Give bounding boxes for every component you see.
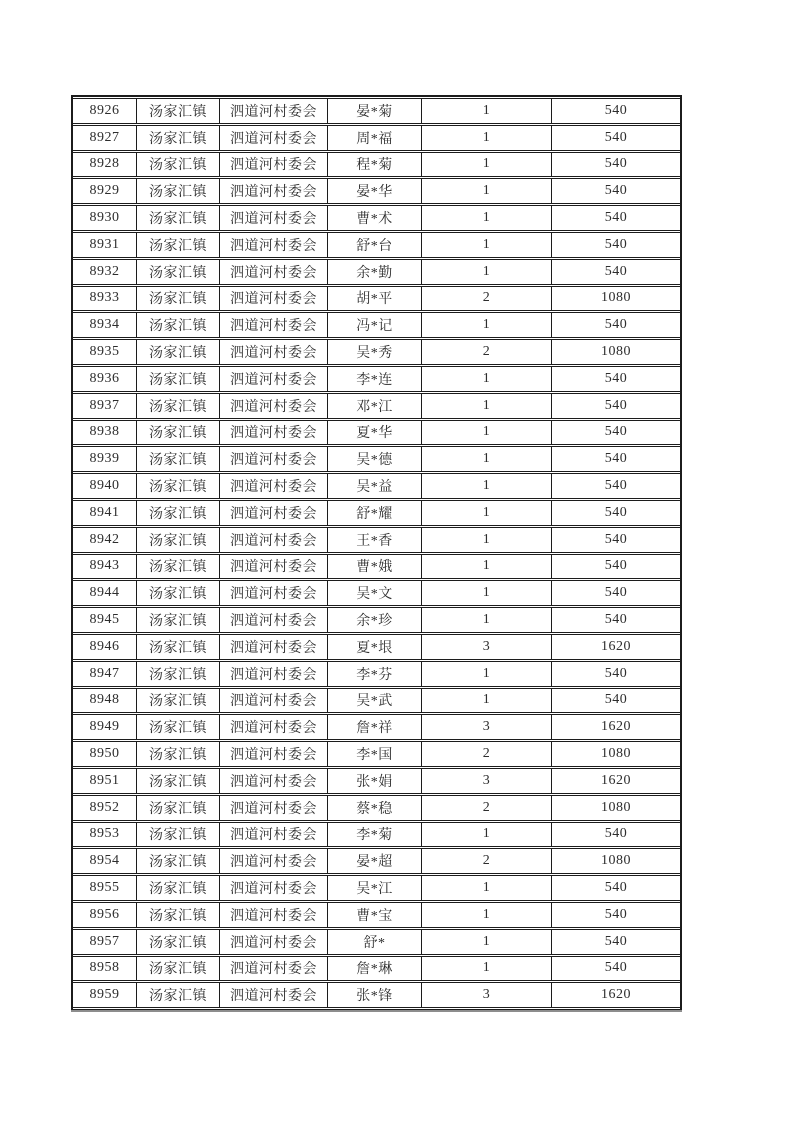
cell-count: 3: [422, 634, 552, 660]
cell-count: 1: [422, 366, 552, 392]
cell-serial-number: 8959: [73, 982, 137, 1008]
cell-serial-number: 8932: [73, 259, 137, 285]
cell-amount: 540: [552, 446, 680, 472]
cell-count: 1: [422, 527, 552, 553]
clipped-next-row-border: [71, 1010, 682, 1012]
table-row: [73, 688, 680, 714]
table-row: [73, 661, 680, 687]
cell-person-name: 邓*江: [328, 393, 422, 419]
table-row: [73, 125, 680, 151]
table-row: [73, 339, 680, 365]
table-row: [73, 286, 680, 312]
cell-village-committee: 泗道河村委会: [220, 554, 328, 580]
cell-count: 3: [422, 768, 552, 794]
table-row: [73, 446, 680, 472]
cell-count: 1: [422, 822, 552, 848]
table-row: [73, 393, 680, 419]
cell-count: 3: [422, 714, 552, 740]
cell-serial-number: 8949: [73, 714, 137, 740]
cell-count: 1: [422, 875, 552, 901]
table-row: [73, 741, 680, 767]
cell-serial-number: 8950: [73, 741, 137, 767]
subsidy-roster-table: [71, 95, 682, 1011]
cell-amount: 1080: [552, 286, 680, 312]
cell-village-committee: 泗道河村委会: [220, 98, 328, 124]
cell-town: 汤家汇镇: [137, 795, 220, 821]
cell-serial-number: 8936: [73, 366, 137, 392]
cell-village-committee: 泗道河村委会: [220, 822, 328, 848]
cell-town: 汤家汇镇: [137, 634, 220, 660]
cell-amount: 540: [552, 929, 680, 955]
cell-amount: 1620: [552, 768, 680, 794]
cell-town: 汤家汇镇: [137, 661, 220, 687]
cell-town: 汤家汇镇: [137, 527, 220, 553]
cell-village-committee: 泗道河村委会: [220, 875, 328, 901]
cell-count: 1: [422, 554, 552, 580]
cell-village-committee: 泗道河村委会: [220, 768, 328, 794]
cell-village-committee: 泗道河村委会: [220, 473, 328, 499]
cell-town: 汤家汇镇: [137, 259, 220, 285]
cell-serial-number: 8955: [73, 875, 137, 901]
cell-serial-number: 8942: [73, 527, 137, 553]
table-row: [73, 473, 680, 499]
cell-village-committee: 泗道河村委会: [220, 848, 328, 874]
cell-amount: 540: [552, 956, 680, 982]
cell-amount: 1620: [552, 634, 680, 660]
cell-village-committee: 泗道河村委会: [220, 500, 328, 526]
table-row: [73, 982, 680, 1008]
cell-count: 1: [422, 956, 552, 982]
cell-amount: 540: [552, 607, 680, 633]
cell-amount: 540: [552, 875, 680, 901]
cell-village-committee: 泗道河村委会: [220, 634, 328, 660]
cell-count: 3: [422, 982, 552, 1008]
table-row: [73, 420, 680, 446]
cell-town: 汤家汇镇: [137, 741, 220, 767]
cell-serial-number: 8953: [73, 822, 137, 848]
cell-amount: 540: [552, 473, 680, 499]
cell-person-name: 吴*益: [328, 473, 422, 499]
cell-village-committee: 泗道河村委会: [220, 205, 328, 231]
cell-amount: 540: [552, 312, 680, 338]
cell-town: 汤家汇镇: [137, 929, 220, 955]
cell-person-name: 李*连: [328, 366, 422, 392]
cell-village-committee: 泗道河村委会: [220, 580, 328, 606]
cell-serial-number: 8951: [73, 768, 137, 794]
cell-serial-number: 8928: [73, 152, 137, 178]
cell-village-committee: 泗道河村委会: [220, 259, 328, 285]
cell-count: 1: [422, 500, 552, 526]
cell-count: 2: [422, 286, 552, 312]
table-row: [73, 500, 680, 526]
cell-amount: 540: [552, 902, 680, 928]
cell-serial-number: 8941: [73, 500, 137, 526]
table-row: [73, 366, 680, 392]
cell-person-name: 夏*华: [328, 420, 422, 446]
table-row: [73, 527, 680, 553]
cell-serial-number: 8933: [73, 286, 137, 312]
cell-serial-number: 8937: [73, 393, 137, 419]
cell-person-name: 吴*江: [328, 875, 422, 901]
cell-amount: 1620: [552, 714, 680, 740]
cell-person-name: 周*福: [328, 125, 422, 151]
cell-amount: 1080: [552, 848, 680, 874]
cell-village-committee: 泗道河村委会: [220, 527, 328, 553]
cell-town: 汤家汇镇: [137, 822, 220, 848]
cell-village-committee: 泗道河村委会: [220, 714, 328, 740]
cell-town: 汤家汇镇: [137, 956, 220, 982]
cell-town: 汤家汇镇: [137, 714, 220, 740]
cell-person-name: 蔡*稳: [328, 795, 422, 821]
cell-person-name: 吴*秀: [328, 339, 422, 365]
cell-serial-number: 8934: [73, 312, 137, 338]
cell-count: 2: [422, 741, 552, 767]
cell-amount: 1080: [552, 339, 680, 365]
cell-village-committee: 泗道河村委会: [220, 393, 328, 419]
cell-count: 1: [422, 259, 552, 285]
cell-amount: 540: [552, 554, 680, 580]
cell-serial-number: 8926: [73, 98, 137, 124]
cell-amount: 540: [552, 420, 680, 446]
cell-count: 2: [422, 795, 552, 821]
cell-amount: 540: [552, 393, 680, 419]
cell-count: 1: [422, 661, 552, 687]
cell-serial-number: 8957: [73, 929, 137, 955]
cell-person-name: 吴*文: [328, 580, 422, 606]
cell-serial-number: 8952: [73, 795, 137, 821]
table-row: [73, 929, 680, 955]
cell-town: 汤家汇镇: [137, 232, 220, 258]
cell-village-committee: 泗道河村委会: [220, 446, 328, 472]
cell-serial-number: 8946: [73, 634, 137, 660]
cell-count: 1: [422, 205, 552, 231]
cell-person-name: 张*锋: [328, 982, 422, 1008]
table-row: [73, 956, 680, 982]
cell-count: 1: [422, 580, 552, 606]
cell-person-name: 晏*超: [328, 848, 422, 874]
cell-count: 1: [422, 393, 552, 419]
cell-person-name: 余*勤: [328, 259, 422, 285]
cell-person-name: 舒*台: [328, 232, 422, 258]
cell-person-name: 夏*垠: [328, 634, 422, 660]
table-row: [73, 822, 680, 848]
cell-serial-number: 8945: [73, 607, 137, 633]
cell-town: 汤家汇镇: [137, 446, 220, 472]
cell-person-name: 晏*菊: [328, 98, 422, 124]
cell-serial-number: 8938: [73, 420, 137, 446]
cell-town: 汤家汇镇: [137, 125, 220, 151]
cell-count: 2: [422, 339, 552, 365]
table-row: [73, 312, 680, 338]
cell-village-committee: 泗道河村委会: [220, 902, 328, 928]
cell-village-committee: 泗道河村委会: [220, 795, 328, 821]
cell-serial-number: 8931: [73, 232, 137, 258]
table-row: [73, 607, 680, 633]
table-row: [73, 152, 680, 178]
cell-town: 汤家汇镇: [137, 312, 220, 338]
cell-serial-number: 8930: [73, 205, 137, 231]
cell-count: 1: [422, 929, 552, 955]
cell-amount: 540: [552, 152, 680, 178]
cell-town: 汤家汇镇: [137, 98, 220, 124]
cell-serial-number: 8956: [73, 902, 137, 928]
cell-count: 1: [422, 420, 552, 446]
cell-serial-number: 8948: [73, 688, 137, 714]
cell-person-name: 舒*耀: [328, 500, 422, 526]
cell-person-name: 曹*术: [328, 205, 422, 231]
cell-count: 1: [422, 98, 552, 124]
cell-amount: 540: [552, 580, 680, 606]
cell-count: 1: [422, 232, 552, 258]
cell-person-name: 胡*平: [328, 286, 422, 312]
table-row: [73, 634, 680, 660]
cell-town: 汤家汇镇: [137, 607, 220, 633]
cell-town: 汤家汇镇: [137, 473, 220, 499]
table-row: [73, 848, 680, 874]
table-row: [73, 768, 680, 794]
cell-person-name: 曹*娥: [328, 554, 422, 580]
cell-serial-number: 8929: [73, 178, 137, 204]
cell-village-committee: 泗道河村委会: [220, 982, 328, 1008]
cell-village-committee: 泗道河村委会: [220, 125, 328, 151]
cell-amount: 540: [552, 259, 680, 285]
cell-person-name: 李*国: [328, 741, 422, 767]
cell-town: 汤家汇镇: [137, 420, 220, 446]
cell-town: 汤家汇镇: [137, 902, 220, 928]
table-row: [73, 554, 680, 580]
table-row: [73, 875, 680, 901]
cell-person-name: 张*娟: [328, 768, 422, 794]
cell-person-name: 晏*华: [328, 178, 422, 204]
cell-town: 汤家汇镇: [137, 286, 220, 312]
table-row: [73, 795, 680, 821]
cell-village-committee: 泗道河村委会: [220, 661, 328, 687]
cell-count: 1: [422, 446, 552, 472]
cell-person-name: 詹*祥: [328, 714, 422, 740]
cell-person-name: 李*菊: [328, 822, 422, 848]
cell-village-committee: 泗道河村委会: [220, 178, 328, 204]
cell-village-committee: 泗道河村委会: [220, 929, 328, 955]
cell-village-committee: 泗道河村委会: [220, 366, 328, 392]
cell-amount: 540: [552, 125, 680, 151]
table-row: [73, 98, 680, 124]
cell-person-name: 程*菊: [328, 152, 422, 178]
cell-town: 汤家汇镇: [137, 205, 220, 231]
cell-serial-number: 8927: [73, 125, 137, 151]
cell-count: 1: [422, 312, 552, 338]
table-row: [73, 714, 680, 740]
cell-village-committee: 泗道河村委会: [220, 607, 328, 633]
cell-serial-number: 8939: [73, 446, 137, 472]
cell-town: 汤家汇镇: [137, 875, 220, 901]
cell-count: 1: [422, 688, 552, 714]
table-row: [73, 259, 680, 285]
cell-amount: 540: [552, 822, 680, 848]
table-row: [73, 902, 680, 928]
cell-town: 汤家汇镇: [137, 500, 220, 526]
table-row: [73, 178, 680, 204]
cell-amount: 540: [552, 98, 680, 124]
cell-amount: 540: [552, 688, 680, 714]
cell-serial-number: 8944: [73, 580, 137, 606]
cell-amount: 1620: [552, 982, 680, 1008]
cell-amount: 540: [552, 500, 680, 526]
cell-count: 1: [422, 178, 552, 204]
cell-amount: 540: [552, 527, 680, 553]
cell-amount: 540: [552, 661, 680, 687]
cell-person-name: 曹*宝: [328, 902, 422, 928]
cell-amount: 540: [552, 178, 680, 204]
cell-village-committee: 泗道河村委会: [220, 956, 328, 982]
cell-serial-number: 8954: [73, 848, 137, 874]
cell-person-name: 李*芬: [328, 661, 422, 687]
cell-person-name: 吴*德: [328, 446, 422, 472]
cell-person-name: 吴*武: [328, 688, 422, 714]
cell-count: 1: [422, 473, 552, 499]
cell-person-name: 舒*: [328, 929, 422, 955]
cell-town: 汤家汇镇: [137, 393, 220, 419]
cell-village-committee: 泗道河村委会: [220, 232, 328, 258]
cell-person-name: 余*珍: [328, 607, 422, 633]
cell-town: 汤家汇镇: [137, 688, 220, 714]
cell-amount: 540: [552, 366, 680, 392]
table-row: [73, 232, 680, 258]
cell-village-committee: 泗道河村委会: [220, 312, 328, 338]
table-row: [73, 580, 680, 606]
cell-count: 1: [422, 152, 552, 178]
cell-count: 1: [422, 607, 552, 633]
cell-village-committee: 泗道河村委会: [220, 339, 328, 365]
cell-person-name: 詹*琳: [328, 956, 422, 982]
cell-village-committee: 泗道河村委会: [220, 688, 328, 714]
cell-serial-number: 8958: [73, 956, 137, 982]
cell-serial-number: 8947: [73, 661, 137, 687]
cell-village-committee: 泗道河村委会: [220, 152, 328, 178]
table-row: [73, 205, 680, 231]
cell-town: 汤家汇镇: [137, 982, 220, 1008]
cell-serial-number: 8935: [73, 339, 137, 365]
cell-person-name: 冯*记: [328, 312, 422, 338]
cell-town: 汤家汇镇: [137, 152, 220, 178]
cell-count: 2: [422, 848, 552, 874]
cell-town: 汤家汇镇: [137, 554, 220, 580]
cell-town: 汤家汇镇: [137, 366, 220, 392]
cell-town: 汤家汇镇: [137, 339, 220, 365]
cell-town: 汤家汇镇: [137, 580, 220, 606]
cell-serial-number: 8940: [73, 473, 137, 499]
cell-village-committee: 泗道河村委会: [220, 741, 328, 767]
cell-town: 汤家汇镇: [137, 178, 220, 204]
table-body: [73, 98, 680, 1008]
cell-amount: 540: [552, 205, 680, 231]
cell-amount: 1080: [552, 795, 680, 821]
cell-count: 1: [422, 902, 552, 928]
cell-town: 汤家汇镇: [137, 768, 220, 794]
cell-town: 汤家汇镇: [137, 848, 220, 874]
cell-amount: 540: [552, 232, 680, 258]
cell-count: 1: [422, 125, 552, 151]
cell-village-committee: 泗道河村委会: [220, 420, 328, 446]
cell-serial-number: 8943: [73, 554, 137, 580]
cell-village-committee: 泗道河村委会: [220, 286, 328, 312]
cell-person-name: 王*香: [328, 527, 422, 553]
cell-amount: 1080: [552, 741, 680, 767]
